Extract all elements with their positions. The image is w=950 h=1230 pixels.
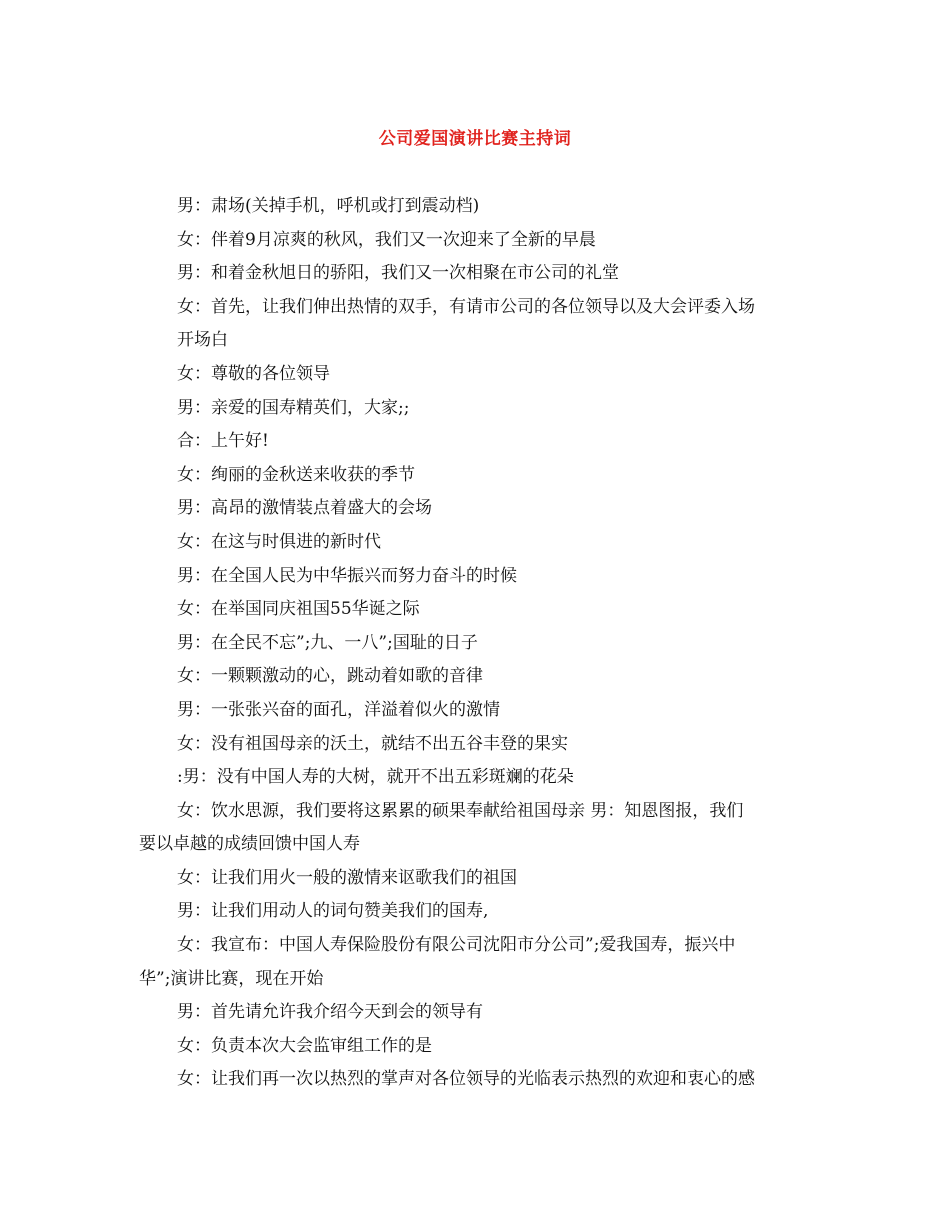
text-line: 华”;演讲比赛，现在开始 (139, 968, 324, 989)
text-line: 女：伴着9月凉爽的秋风，我们又一次迎来了全新的早晨 (177, 229, 596, 250)
text-line: 男：肃场(关掉手机，呼机或打到震动档) (177, 196, 480, 216)
text-line: 男：让我们用动人的词句赞美我们的国寿, (177, 901, 489, 922)
text-line: 女：首先，让我们伸出热情的双手，有请市公司的各位领导以及大会评委入场 (177, 296, 755, 317)
text-line: 男：一张张兴奋的面孔，洋溢着似火的激情 (177, 699, 500, 720)
text-line: 男：在全民不忘”;九、一八”;国耻的日子 (177, 632, 478, 653)
text-line: 女：让我们再一次以热烈的掌声对各位领导的光临表示热烈的欢迎和衷心的感 (177, 1069, 755, 1090)
text-line: 女：绚丽的金秋送来收获的季节 (177, 464, 415, 485)
text-line: 男：高昂的激情装点着盛大的会场 (177, 498, 432, 519)
text-line: 男：亲爱的国寿精英们，大家;; (177, 397, 410, 418)
text-line: 合：上午好! (177, 431, 269, 452)
text-line: 开场白 (177, 330, 228, 351)
text-line: 男：和着金秋旭日的骄阳，我们又一次相聚在市公司的礼堂 (177, 263, 619, 284)
text-line: 男：在全国人民为中华振兴而努力奋斗的时候 (177, 565, 517, 586)
text-line: 要以卓越的成绩回馈中国人寿 (139, 834, 360, 855)
text-line: 女：一颗颗激动的心，跳动着如歌的音律 (177, 666, 483, 687)
text-line: 女：在举国同庆祖国55华诞之际 (177, 599, 420, 620)
text-line: 男：首先请允许我介绍今天到会的领导有 (177, 1002, 483, 1023)
text-line: 女：饮水思源，我们要将这累累的硕果奉献给祖国母亲 男：知恩图报，我们 (177, 800, 744, 821)
document-body (139, 190, 815, 1097)
text-line: 女：尊敬的各位领导 (177, 363, 330, 384)
text-line: :男：没有中国人寿的大树，就开不出五彩斑斓的花朵 (177, 767, 574, 788)
text-line: 女：在这与时俱进的新时代 (177, 531, 381, 552)
text-line: 女：让我们用火一般的激情来讴歌我们的祖国 (177, 867, 517, 888)
text-line: 女：没有祖国母亲的沃土，就结不出五谷丰登的果实 (177, 733, 568, 754)
text-line: 女：我宣布：中国人寿保险股份有限公司沈阳市分公司”;爱我国寿，振兴中 (177, 935, 736, 956)
document-title: 公司爱国演讲比赛主持词 (378, 129, 572, 149)
text-line: 女：负责本次大会监审组工作的是 (177, 1035, 432, 1056)
